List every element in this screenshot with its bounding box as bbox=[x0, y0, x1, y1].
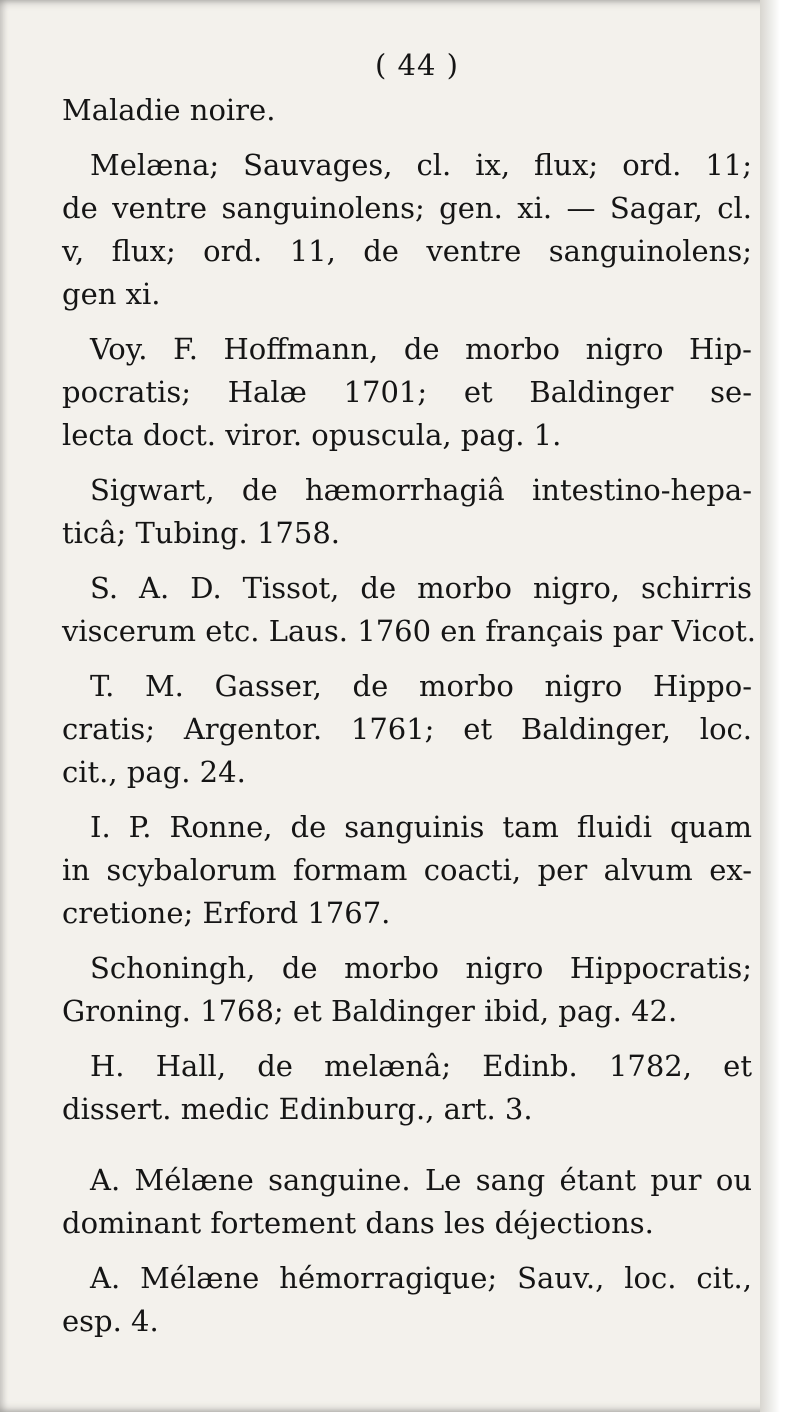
text-line: ticâ; Tubing. 1758. bbox=[62, 516, 341, 550]
text-line: v, flux; ord. 11, de ventre sanguinolens; bbox=[62, 234, 752, 268]
text-line: cit., pag. 24. bbox=[62, 755, 246, 789]
section-gap bbox=[62, 1143, 752, 1159]
text-line: Maladie noire. bbox=[62, 93, 276, 127]
text-line: A. Mélæne sanguine. Le sang étant pur ou bbox=[90, 1163, 752, 1197]
text-line: pocratis; Halæ 1701; et Baldinger se- bbox=[62, 375, 752, 409]
text-line: Schoningh, de morbo nigro Hippocratis; bbox=[90, 951, 752, 985]
text-line: A. Mélæne hémorragique; Sauv., loc. cit., bbox=[90, 1261, 752, 1295]
paragraph-sigwart bbox=[62, 469, 752, 555]
paragraph-schoningh bbox=[62, 947, 752, 1033]
text-line: esp. 4. bbox=[62, 1304, 159, 1338]
text-line: gen xi. bbox=[62, 277, 161, 311]
page-number: ( 44 ) bbox=[375, 48, 459, 82]
paragraph-hemorragique bbox=[62, 1257, 752, 1343]
text-line: de ventre sanguinolens; gen. xi. — Sagar, cl. bbox=[62, 191, 752, 225]
text-line: cretione; Erford 1767. bbox=[62, 896, 391, 930]
paragraph-tissot bbox=[62, 567, 757, 653]
text-line: Voy. F. Hoffmann, de morbo nigro Hip- bbox=[90, 332, 752, 366]
text-line: in scybalorum formam coacti, per alvum ex- bbox=[62, 853, 752, 887]
paragraph-hoffmann bbox=[62, 328, 752, 457]
text-line: dissert. medic Edinburg., art. 3. bbox=[62, 1092, 533, 1126]
text-line: I. P. Ronne, de sanguinis tam fluidi quam bbox=[90, 810, 752, 844]
page-text bbox=[62, 44, 757, 1355]
text-line: Melæna; Sauvages, cl. ix, flux; ord. 11; bbox=[90, 148, 752, 182]
paragraph-hall bbox=[62, 1045, 752, 1131]
paragraph-sanguine bbox=[62, 1159, 752, 1245]
text-line: lecta doct. viror. opuscula, pag. 1. bbox=[62, 418, 562, 452]
text-line: H. Hall, de melænâ; Edinb. 1782, et bbox=[90, 1049, 752, 1083]
text-line: Groning. 1768; et Baldinger ibid, pag. 42. bbox=[62, 994, 678, 1028]
paragraph-melaena bbox=[62, 144, 752, 316]
page-edge bbox=[760, 0, 780, 1412]
text-line: S. A. D. Tissot, de morbo nigro, schirris bbox=[90, 571, 752, 605]
text-line: Sigwart, de hæmorrhagiâ intestino-hepa- bbox=[90, 473, 752, 507]
text-line: dominant fortement dans les déjections. bbox=[62, 1206, 654, 1240]
text-line: viscerum etc. Laus. 1760 en français par Vicot. bbox=[62, 614, 757, 648]
text-line: cratis; Argentor. 1761; et Baldinger, loc. bbox=[62, 712, 752, 746]
text-line: T. M. Gasser, de morbo nigro Hippo- bbox=[90, 669, 752, 703]
paragraph-heading bbox=[62, 89, 752, 132]
paragraph-gasser bbox=[62, 665, 752, 794]
paragraph-ronne bbox=[62, 806, 752, 935]
